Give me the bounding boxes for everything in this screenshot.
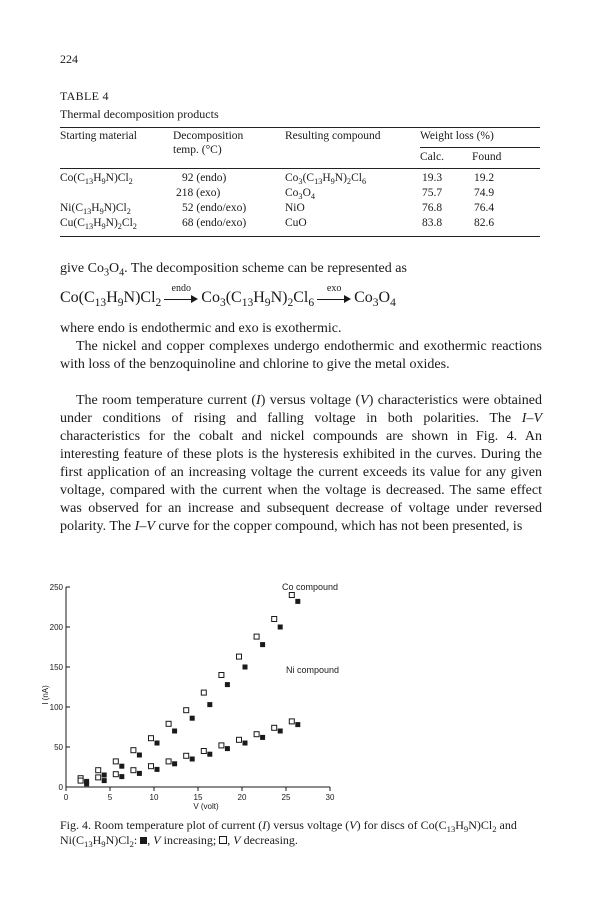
ni-compound-decreasing-point [166,759,171,764]
table-caption: Thermal decomposition products [60,107,219,121]
co-compound-decreasing-point [201,690,206,695]
co-compound-decreasing-point [113,759,118,764]
row-3-compound: NiO [285,202,305,214]
co-compound-increasing-point [260,642,265,647]
co-compound-increasing-point [295,599,300,604]
x-tick-label: 25 [281,793,291,802]
ni-compound-increasing-point [225,746,230,751]
ni-compound-increasing-point [260,735,265,740]
ni-compound-decreasing-point [96,775,101,780]
header-resulting-compound: Resulting compound [285,130,381,142]
x-tick-label: 15 [193,793,203,802]
chart-axes [66,587,330,787]
decomposition-scheme-equation: $Co(C_{13}H_9N)Cl_2$ endo $Co_3(C_{13}H_9N)_2Cl_6$ exo $Co_3O_4$ [60,283,396,310]
header-decomposition: Decomposition [173,130,244,142]
co-compound-increasing-point [207,702,212,707]
chart-marks [78,593,300,787]
ni-compound-decreasing-point [237,737,242,742]
co-compound-increasing-point [119,764,124,769]
ni-compound-increasing-point [137,771,142,776]
co-compound-label: Co compound [282,582,339,592]
co-compound-decreasing-point [131,748,136,753]
x-tick-label: 30 [325,793,335,802]
ni-compound-increasing-point [84,781,89,786]
row-4-temp: 68 (endo/exo) [182,217,247,229]
co-compound-increasing-point [137,753,142,758]
co-compound-decreasing-point [272,617,277,622]
y-tick-label: 200 [49,623,63,632]
co-compound-increasing-point [172,729,177,734]
row-3-found: 76.4 [474,202,495,214]
row-2-temp: 218 (exo) [176,187,221,199]
ni-compound-decreasing-point [219,743,224,748]
header-starting-material: Starting material [60,130,137,142]
x-tick-label: 5 [107,793,113,802]
figure-caption: Fig. 4. Room temperature plot of current (I) versus voltage (V) for discs of $Co(C_{13}H_9N)Cl_2$ and $Ni(C_{13}H_9N)Cl_2$: , V increasing; , V decreasing. [60,818,517,850]
iv-chart [40,575,340,815]
ni-compound-decreasing-point [272,725,277,730]
paragraph-endo-exo: where endo is endothermic and exo is exothermic. [60,321,342,336]
row-2-compound: $Co_3O_4$ [285,187,316,201]
table-bottom-rule [60,236,540,237]
row-1-temp: 92 (endo) [182,172,227,184]
paragraph-give-co3o4: give $Co_3O_4$. The decomposition scheme can be represented as [60,261,407,279]
row-4-compound: CuO [285,217,307,229]
table-top-rule [60,127,540,128]
ni-compound-decreasing-point [113,772,118,777]
row-1-material: $Co(C_{13}H_9N)Cl_2$ [60,172,133,186]
row-1-compound: $Co_3(C_{13}H_9N)_2Cl_6$ [285,172,367,186]
ni-compound-increasing-point [295,722,300,727]
row-3-temp: 52 (endo/exo) [182,202,247,214]
ni-compound-decreasing-point [184,753,189,758]
y-tick-label: 50 [54,743,63,752]
ni-compound-decreasing-point [201,749,206,754]
co-compound-increasing-point [278,625,283,630]
co-compound-increasing-point [190,716,195,721]
ni-compound-decreasing-point [131,768,136,773]
ni-compound-decreasing-point [289,719,294,724]
co-compound-decreasing-point [96,768,101,773]
ni-compound-increasing-point [102,778,107,783]
row-2-calc: 75.7 [422,187,443,199]
co-compound-decreasing-point [237,654,242,659]
header-calc: Calc. [420,151,444,163]
co-compound-decreasing-point [254,634,259,639]
ni-compound-decreasing-point [254,732,259,737]
row-3-calc: 76.8 [422,202,443,214]
co-compound-decreasing-point [149,736,154,741]
co-compound-increasing-point [243,665,248,670]
ni-compound-increasing-point [190,757,195,762]
ni-compound-decreasing-point [149,764,154,769]
x-tick-label: 10 [149,793,159,802]
y-tick-label: 100 [49,703,63,712]
page-number: 224 [60,52,78,66]
row-4-material: $Cu(C_{13}H_9N)_2Cl_2$ [60,217,137,231]
row-4-calc: 83.8 [422,217,443,229]
ni-compound-increasing-point [278,729,283,734]
header-found: Found [472,151,502,163]
ni-compound-label: Ni compound [286,665,340,675]
ni-compound-increasing-point [172,761,177,766]
co-compound-increasing-point [225,682,230,687]
co-compound-decreasing-point [184,708,189,713]
co-compound-decreasing-point [219,673,224,678]
chart-ticks [50,583,335,802]
row-2-found: 74.9 [474,187,495,199]
y-tick-label: 150 [49,663,63,672]
co-compound-increasing-point [155,741,160,746]
ni-compound-decreasing-point [78,778,83,783]
y-axis-label: I (nA) [41,685,50,705]
x-axis-label: V (volt) [193,802,219,811]
y-tick-label: 250 [49,583,63,592]
ni-compound-increasing-point [207,752,212,757]
co-compound-decreasing-point [289,593,294,598]
paragraph-nickel-copper: The nickel and copper complexes undergo endothermic and exothermic reactions with loss of the benzoquinoline and chlorine to give the metal oxides. [60,339,542,372]
ni-compound-increasing-point [119,774,124,779]
co-compound-increasing-point [102,773,107,778]
row-1-found: 19.2 [474,172,495,184]
table-label: TABLE 4 [60,89,109,103]
ni-compound-increasing-point [155,767,160,772]
ni-compound-increasing-point [243,741,248,746]
endo-arrow: endo [164,292,198,304]
header-temp: temp. (°C) [173,144,222,156]
header-weight-loss: Weight loss (%) [420,130,494,142]
row-1-calc: 19.3 [422,172,443,184]
x-tick-label: 20 [237,793,247,802]
row-4-found: 82.6 [474,217,495,229]
exo-arrow: exo [317,292,351,304]
co-compound-decreasing-point [166,721,171,726]
paragraph-iv-characteristics: The room temperature current (I) versus voltage (V) characteristics were obtained under conditions of rising and falling voltage in both polarities. The I–V characteristics for the cobalt and nickel compounds are shown in Fig. 4. An interesting feature of these plots is the hysteresis exhibited in the curves. During the first application of an increasing voltage the current exceeds its value for any given voltage, compared with the current when the voltage is decreased. The same effect was observed for an increase and subsequent decrease of voltage under reversed polarity. The I–V curve for the copper compound, which has not been presented, is [60,393,542,534]
weight-loss-subrule [420,147,540,148]
x-tick-label: 0 [63,793,69,802]
y-tick-label: 0 [58,783,63,792]
row-3-material: $Ni(C_{13}H_9N)Cl_2$ [60,202,131,216]
table-header-rule [60,168,540,169]
